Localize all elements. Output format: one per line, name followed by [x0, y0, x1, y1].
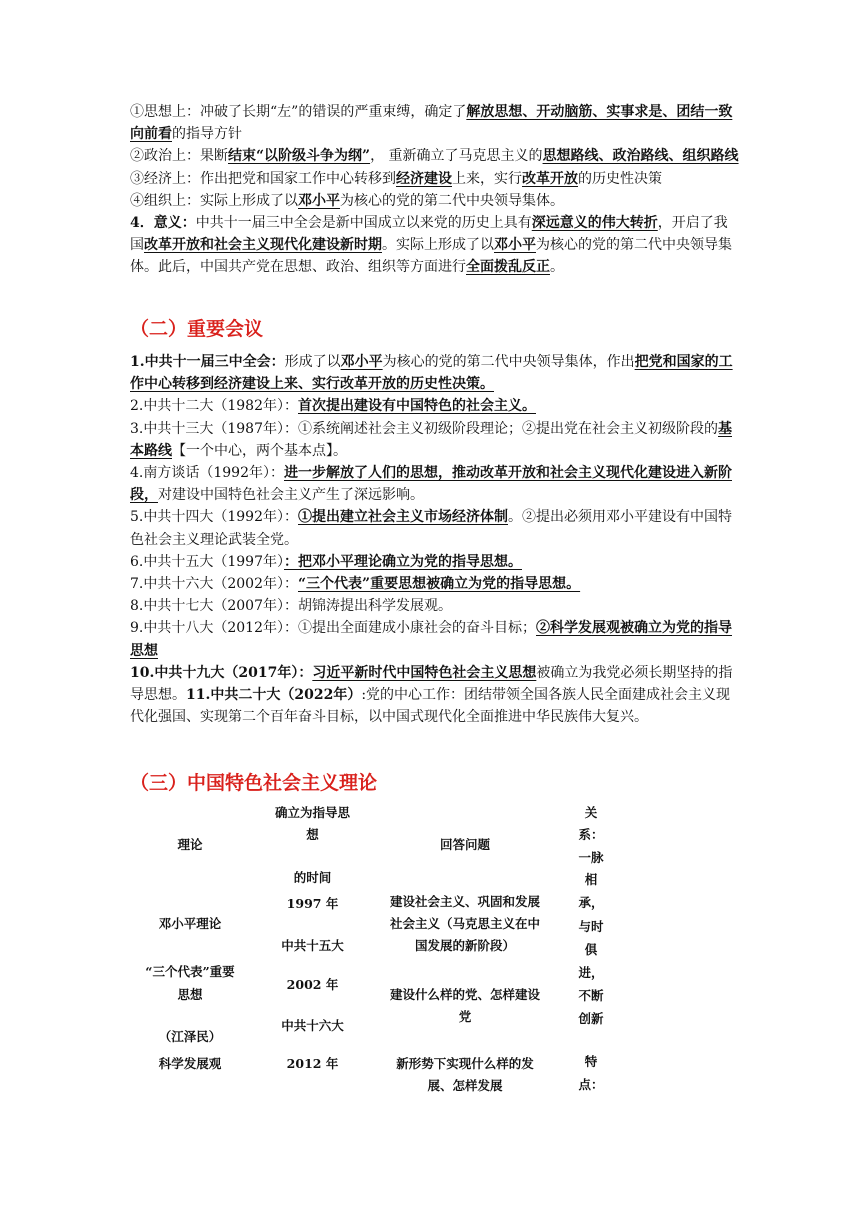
text: ①系统阐述社会主义初级阶段理论；②提出党在社会主义初级阶段的	[298, 420, 718, 437]
label: 1.中共十一届三中全会：	[130, 354, 285, 370]
theory-table	[130, 800, 740, 1100]
key-phrase: 深远意义的伟大转折	[531, 215, 658, 232]
key-phrase: 邓小平	[340, 354, 383, 370]
header-time: 的时间	[293, 870, 332, 885]
text: ，开启了我国	[130, 215, 728, 254]
key-phrase: 首次提出建设有中国特色的社会主义。	[298, 398, 536, 415]
key-phrase: 改革开放和社会主义现代化建设新时期	[144, 237, 382, 254]
key-phrase: “三个代表”重要思想被确立为党的指导思想。	[298, 576, 581, 593]
meeting-item	[130, 662, 740, 729]
meetings-list	[130, 351, 740, 728]
time-value: 2012 年	[286, 1056, 339, 1071]
key-phrase: 邓小平	[494, 237, 536, 254]
text: 形成了以	[284, 354, 341, 370]
text: ①思想上：冲破了长期“左”的错误的严重束缚，确定了	[130, 104, 467, 120]
text: 为核心的党的第二代中央领导集体。此后，中国共产党在思想、政治、组织等方面进行	[130, 237, 732, 276]
key-phrase: 结束“以阶级斗争为纲”	[228, 148, 371, 165]
relation-text: 俱	[584, 942, 598, 957]
header-question: 回答问题	[439, 837, 490, 852]
key-phrase: ①提出建立社会主义市场经济体制	[298, 509, 508, 526]
label: 6.中共十五大（1997年）	[130, 553, 284, 570]
key-phrase: 基本路线	[130, 420, 732, 459]
meeting-item	[130, 551, 740, 573]
key-phrase: 经济建设	[396, 170, 452, 187]
heading-socialism-theory: （三）中国特色社会主义理论	[130, 772, 378, 794]
relation-text: 承，	[578, 895, 604, 910]
heading-important-meetings: （二）重要会议	[130, 318, 264, 340]
text: 的指导方针	[172, 126, 242, 143]
text: 。	[550, 259, 564, 276]
key-phrase: ②科学发展观被确立为党的指导思想	[130, 620, 732, 659]
text: 上来，实行	[452, 170, 522, 187]
label: 2.中共十二大（1982年）：	[130, 398, 298, 415]
feature-text: 点：	[578, 1077, 604, 1092]
theory-author: （江泽民）	[158, 1029, 222, 1044]
economy-line	[130, 168, 740, 190]
label: 8.中共十七大（2007年）：	[130, 598, 298, 615]
key-phrase: 把党和国家的工作中心转移到经济建设上来、实行改革开放的历史性决策。	[130, 354, 733, 393]
question-text: 党	[458, 1009, 472, 1024]
time-value: 中共十六大	[281, 1018, 344, 1033]
question-text: 建设社会主义、巩固和发展	[389, 894, 540, 909]
theory-name: 思想	[177, 987, 203, 1002]
text: 为核心的党的第二代中央领导集体，作出	[382, 354, 635, 370]
relation-text: 关	[584, 805, 598, 820]
time-value: 1997 年	[286, 896, 339, 911]
text: 对建设中国特色社会主义产生了深远影响。	[158, 487, 424, 504]
key-phrase: 思想路线、政治路线、组织路线	[542, 148, 739, 165]
politics-line	[130, 145, 740, 167]
text: 为核心的党的第二代中央领导集体。	[340, 192, 564, 209]
text: :党的中心工作：团结带领全国各族人民全面建成社会主义现代化强国、实现第二个百年奋斗目标，以中国式现代化全面推进中华民族伟大复兴。	[130, 687, 731, 726]
text: ②政治上：果断	[130, 148, 228, 165]
relation-text: 进，	[578, 965, 604, 980]
meeting-item	[130, 395, 740, 417]
text: 中共十一届三中全会是新中国成立以来党的历史上具有	[195, 215, 532, 232]
label: 4．意义：	[130, 215, 196, 232]
question-text: 社会主义（马克思主义在中	[389, 916, 540, 931]
feature-text: 特	[584, 1054, 598, 1069]
key-phrase: 邓小平	[298, 192, 340, 209]
key-phrase: 习近平新时代中国特色社会主义思想	[312, 664, 537, 681]
meeting-item	[130, 351, 740, 395]
text: ①提出全面建成小康社会的奋斗目标；	[298, 620, 536, 637]
label: 11.中共二十大（2022年）	[186, 687, 362, 704]
text: ③经济上：作出把党和国家工作中心转移到	[130, 170, 396, 187]
meeting-item	[130, 595, 740, 617]
text: 。实际上形成了以	[382, 237, 494, 254]
question-text: 新形势下实现什么样的发	[396, 1056, 534, 1071]
text: ， 重新确立了马克思主义的	[370, 148, 543, 165]
time-value: 2002 年	[286, 977, 339, 992]
key-phrase: 全面拨乱反正	[466, 259, 550, 276]
organization-line	[130, 190, 740, 212]
label: 10.中共十九大（2017年）：	[130, 664, 313, 681]
meeting-item	[130, 506, 740, 550]
thought-line	[130, 101, 740, 145]
section-reform-content	[130, 101, 740, 279]
text: 。②提出必须用邓小平建设有中国特色社会主义理论武装全党。	[130, 509, 732, 548]
meeting-item	[130, 418, 740, 462]
relation-text: 系：	[578, 827, 604, 842]
relation-text: 相	[584, 872, 598, 887]
label: 7.中共十六大（2002年）：	[130, 576, 298, 593]
relation-text: 创新	[578, 1011, 604, 1026]
key-phrase: 解放思想、开动脑筋、实事求是、团结一致向前看	[130, 104, 733, 143]
label: 5.中共十四大（1992年）：	[130, 509, 298, 526]
theory-name: 科学发展观	[158, 1056, 222, 1071]
relation-text: 不断	[578, 988, 604, 1003]
text: 的历史性决策	[578, 170, 662, 187]
question-text: 建设什么样的党、怎样建设	[389, 987, 540, 1002]
meaning-paragraph	[130, 212, 740, 279]
key-phrase: 进一步解放了人们的思想，推动改革开放和社会主义现代化建设进入新阶段，	[130, 465, 732, 504]
relation-text: 一脉	[578, 850, 604, 865]
key-phrase: ：把邓小平理论确立为党的指导思想。	[284, 553, 522, 570]
header-time: 想	[306, 827, 319, 842]
relation-text: 与时	[578, 919, 604, 934]
meeting-item	[130, 573, 740, 595]
text: 胡锦涛提出科学发展观。	[298, 598, 452, 615]
text: 被确立为我党必须长期坚持的指导思想。	[130, 664, 733, 704]
key-phrase: 改革开放	[522, 170, 578, 187]
question-text: 国发展的新阶段）	[414, 938, 515, 953]
header-time: 确立为指导思	[274, 805, 350, 820]
label: 9.中共十八大（2012年）：	[130, 620, 298, 637]
theory-name: “三个代表”重要	[145, 964, 235, 979]
meeting-item	[130, 617, 740, 661]
meeting-item	[130, 462, 740, 506]
header-theory: 理论	[177, 837, 203, 852]
theory-name: 邓小平理论	[158, 916, 222, 931]
label: 3.中共十三大（1987年）：	[130, 420, 298, 437]
text: 【一个中心，两个基本点】。	[172, 442, 347, 459]
text: ④组织上：实际上形成了以	[130, 192, 298, 209]
label: 4.南方谈话（1992年）：	[130, 465, 284, 482]
time-value: 中共十五大	[281, 938, 344, 953]
question-text: 展、怎样发展	[427, 1078, 503, 1093]
